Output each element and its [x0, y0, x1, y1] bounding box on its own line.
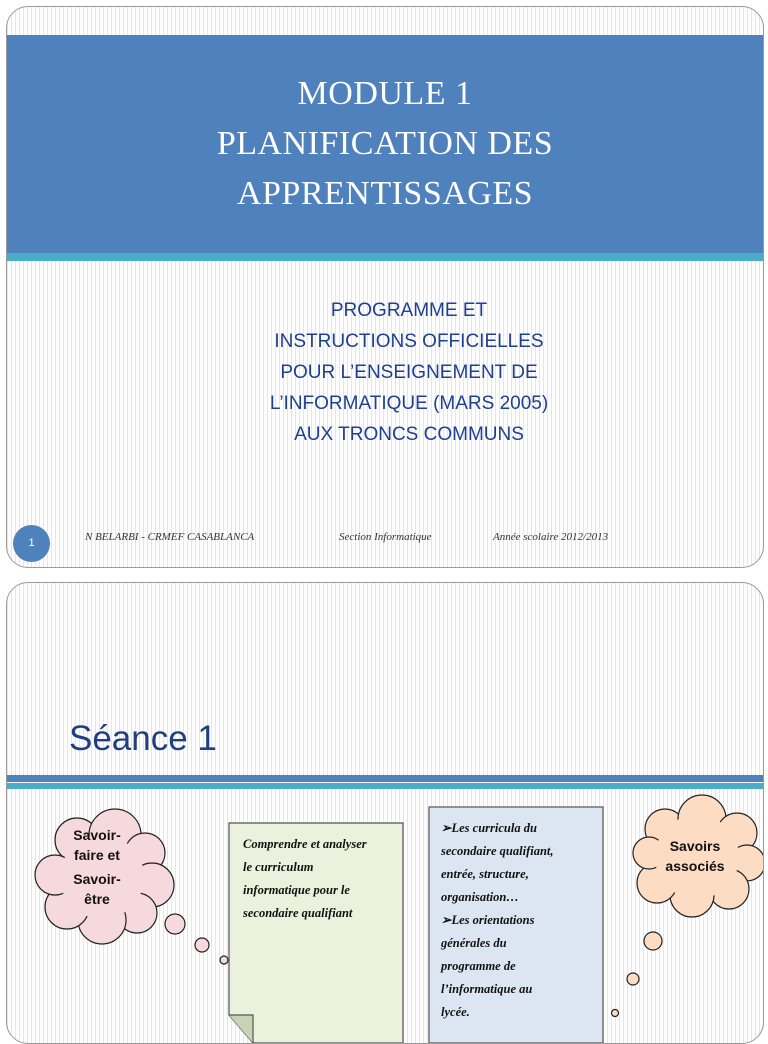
slide-1	[6, 6, 764, 568]
note-left-line-2: le curriculum	[243, 860, 314, 874]
title-line-1: MODULE 1	[297, 75, 473, 112]
cloud-right-line-1: Savoirs	[669, 838, 721, 854]
subtitle-line-4: L’INFORMATIQUE (MARS 2005)	[269, 393, 549, 414]
note-left-line-1: Comprendre et analyser	[243, 837, 367, 851]
slide-2	[6, 582, 764, 1044]
footer-section: Section Informatique	[339, 531, 432, 543]
note-left-line-3: informatique pour le	[243, 883, 350, 897]
note-left-line-4: secondaire qualifiant	[243, 906, 353, 920]
footer-author: N BELARBI - CRMEF CASABLANCA	[85, 531, 255, 543]
note-right-line-6: générales du	[441, 936, 507, 950]
note-right-line-2: secondaire qualifiant,	[441, 844, 554, 858]
title-line-3: APPRENTISSAGES	[236, 175, 534, 212]
note-right-line-1: ➢Les curricula du	[441, 821, 537, 835]
slide-title: Séance 1	[69, 719, 217, 758]
slide-number-badge: 1	[13, 525, 50, 562]
note-right-line-3: entrée, structure,	[441, 867, 529, 881]
note-right-line-7: programme de	[441, 959, 516, 973]
note-right-line-9: lycée.	[441, 1005, 470, 1019]
subtitle-line-3: POUR L’ENSEIGNEMENT DE	[280, 362, 538, 383]
cloud-left-line-3: Savoir-	[73, 871, 121, 887]
title-line-2: PLANIFICATION DES	[216, 125, 554, 162]
note-right-line-8: l’informatique au	[441, 982, 533, 996]
title-accent-line	[7, 253, 763, 261]
subtitle-line-1: PROGRAMME ET	[330, 300, 488, 321]
cloud-left-line-2: faire et	[74, 847, 120, 863]
note-right-line-4: organisation…	[441, 890, 519, 904]
cloud-left-line-1: Savoir-	[73, 827, 121, 843]
thought-cloud-right-icon	[607, 791, 763, 1021]
note-right-line-5: ➢Les orientations	[441, 913, 535, 927]
subtitle-line-5: AUX TRONCS COMMUNS	[294, 424, 524, 445]
title-separator-cyan	[7, 783, 763, 789]
subtitle-line-2: INSTRUCTIONS OFFICIELLES	[274, 331, 544, 352]
cloud-left-line-4: être	[84, 891, 110, 907]
title-band	[7, 35, 763, 253]
cloud-right-line-2: associés	[665, 858, 725, 874]
footer-year: Année scolaire 2012/2013	[493, 531, 609, 543]
title-separator-blue	[7, 775, 763, 782]
